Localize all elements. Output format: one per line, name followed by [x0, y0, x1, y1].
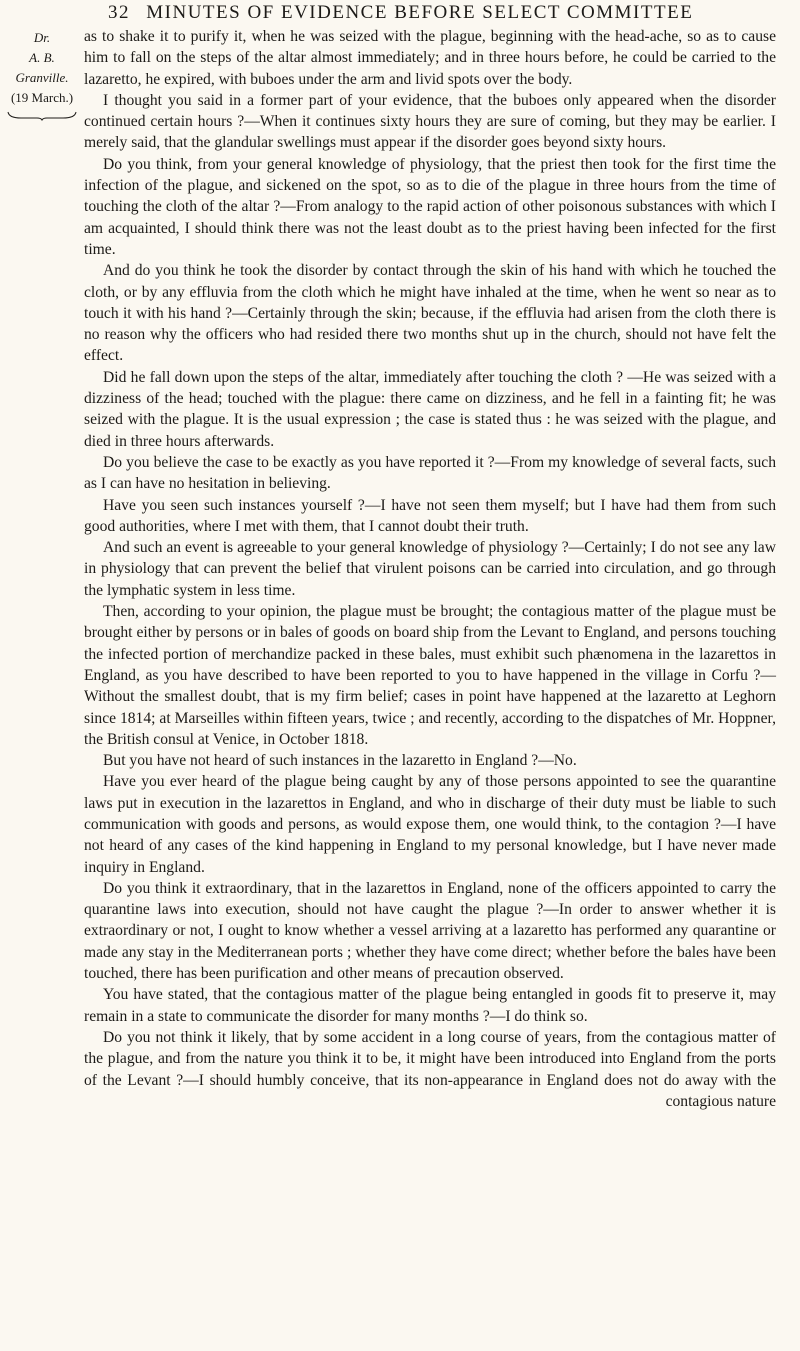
paragraph: But you have not heard of such instances in the lazaretto in England ?—No.: [103, 752, 577, 770]
paragraph: Do you think it extraordinary, that in the lazarettos in England, none of the officers appointed to carry the quarantine laws into execution, should not have caught the plague ?—In order to answer whether it is extraordinary or not, I ought to know whether a vessel arriving at a lazaretto has performed any quarantine or made any stay in the Mediterranean ports ; whether they have come direct; whether before the bales have been touched, there has been purification and other means of precaution observed.: [84, 879, 776, 983]
page-header: [108, 2, 788, 24]
margin-note-title: Dr.: [33, 30, 51, 45]
paragraph: And do you think he took the disorder by contact through the skin of his hand with which he touched the cloth, or by any effluvia from the cloth which he might have inhaled at the time, when he went so near as to touch it with his hand ?—Certainly through the skin; because, if the effluvia had arisen from the cloth there is no reason why the officers who had resided there two months shut up in the church, should not have felt the effect.: [84, 262, 776, 365]
page-number: 32: [108, 2, 130, 23]
margin-note-witness: A. B. Granville.: [15, 50, 69, 85]
paragraph: Then, according to your opinion, the plague must be brought; the contagious matter of the plague must be brought either by persons or in bales of goods on board ship from the Levant to England, and persons touching the infected portion of merchandize packed in these bales, must exhibit such phænomena in the lazarettos in England, as you have described to have been reported to you to have happened in the village in Corfu ?—Without the smallest doubt, that is my firm belief; cases in point have happened at the lazaretto at Leghorn since 1814; at Marseilles within fifteen years, twice ; and recently, according to the dispatches of Mr. Hoppner, the British consul at Venice, in October 1818.: [84, 603, 776, 748]
margin-note: [4, 28, 80, 121]
paragraph: Did he fall down upon the steps of the altar, immediately after touching the cloth ? —He was seized with a dizziness of the head; touched with the plague: there came on dizziness, and he fell in a fainting fit; he was seized with the plague. It is the usual expression ; the case is stated thus : he was seized with the plague, and died in three hours afterwards.: [84, 368, 776, 450]
paragraph: Do you think, from your general knowledge of physiology, that the priest then took for the first time the infection of the plague, and sickened on the spot, so as to die of the plague in three hours from the time of touching the cloth of the altar ?—From analogy to the rapid action of other poisonous substances with which I am acquainted, I should think there was not the least doubt as to the priest having been infected for the first time.: [84, 155, 776, 258]
margin-note-date: (19 March.): [10, 90, 74, 105]
running-title: MINUTES OF EVIDENCE BEFORE SELECT COMMITTEE: [146, 2, 694, 23]
paragraph: I thought you said in a former part of your evidence, that the buboes only appeared when the disorder continued certain hours ?—When it continues sixty hours they are sure of coming, but they may be earlier. I merely said, that the glandular swellings must appear if the disorder goes beyond sixty hours.: [84, 91, 776, 152]
paragraph: You have stated, that the contagious matter of the plague being entangled in goods fit to preserve it, may remain in a state to communicate the disorder for many months ?—I do think so.: [84, 986, 776, 1025]
paragraph: Do you not think it likely, that by some accident in a long course of years, from the contagious matter of the plague, and from the nature you think it to be, it might have been introduced into England from the ports of the Levant ?—I should humbly conceive, that its non-appearance in England does not do away with the contagious nature: [84, 1028, 776, 1110]
body-text: [84, 26, 776, 1112]
margin-brace-icon: [7, 111, 77, 121]
paragraph: Have you seen such instances yourself ?—I have not seen them myself; but I have had them from such good authorities, where I met with them, that I cannot doubt their truth.: [84, 496, 776, 535]
paragraph-continuation: as to shake it to purify it, when he was seized with the plague, beginning with the head-ache, so as to cause him to fall on the steps of the altar almost immediately; and in three hours before, he could be carried to the lazaretto, he expired, with buboes under the arm and livid spots over the body.: [84, 28, 776, 88]
paragraph: Do you believe the case to be exactly as you have reported it ?—From my knowledge of several facts, such as I can have no hesitation in believing.: [84, 453, 776, 493]
paragraph: Have you ever heard of the plague being caught by any of those persons appointed to see the quarantine laws put in execution in the lazarettos in England, and who in discharge of their duty must be liable to such communication with goods and persons, as would expose them, one would think, to the contagion ?—I have not heard of any cases of the kind happening in England to my personal knowledge, but I have never made inquiry in England.: [84, 773, 776, 876]
paragraph: And such an event is agreeable to your general knowledge of physiology ?—Certainly; I do not see any law in physiology that can prevent the belief that virulent poisons can be carried into circulation, and go through the lymphatic system in less time.: [84, 539, 776, 599]
